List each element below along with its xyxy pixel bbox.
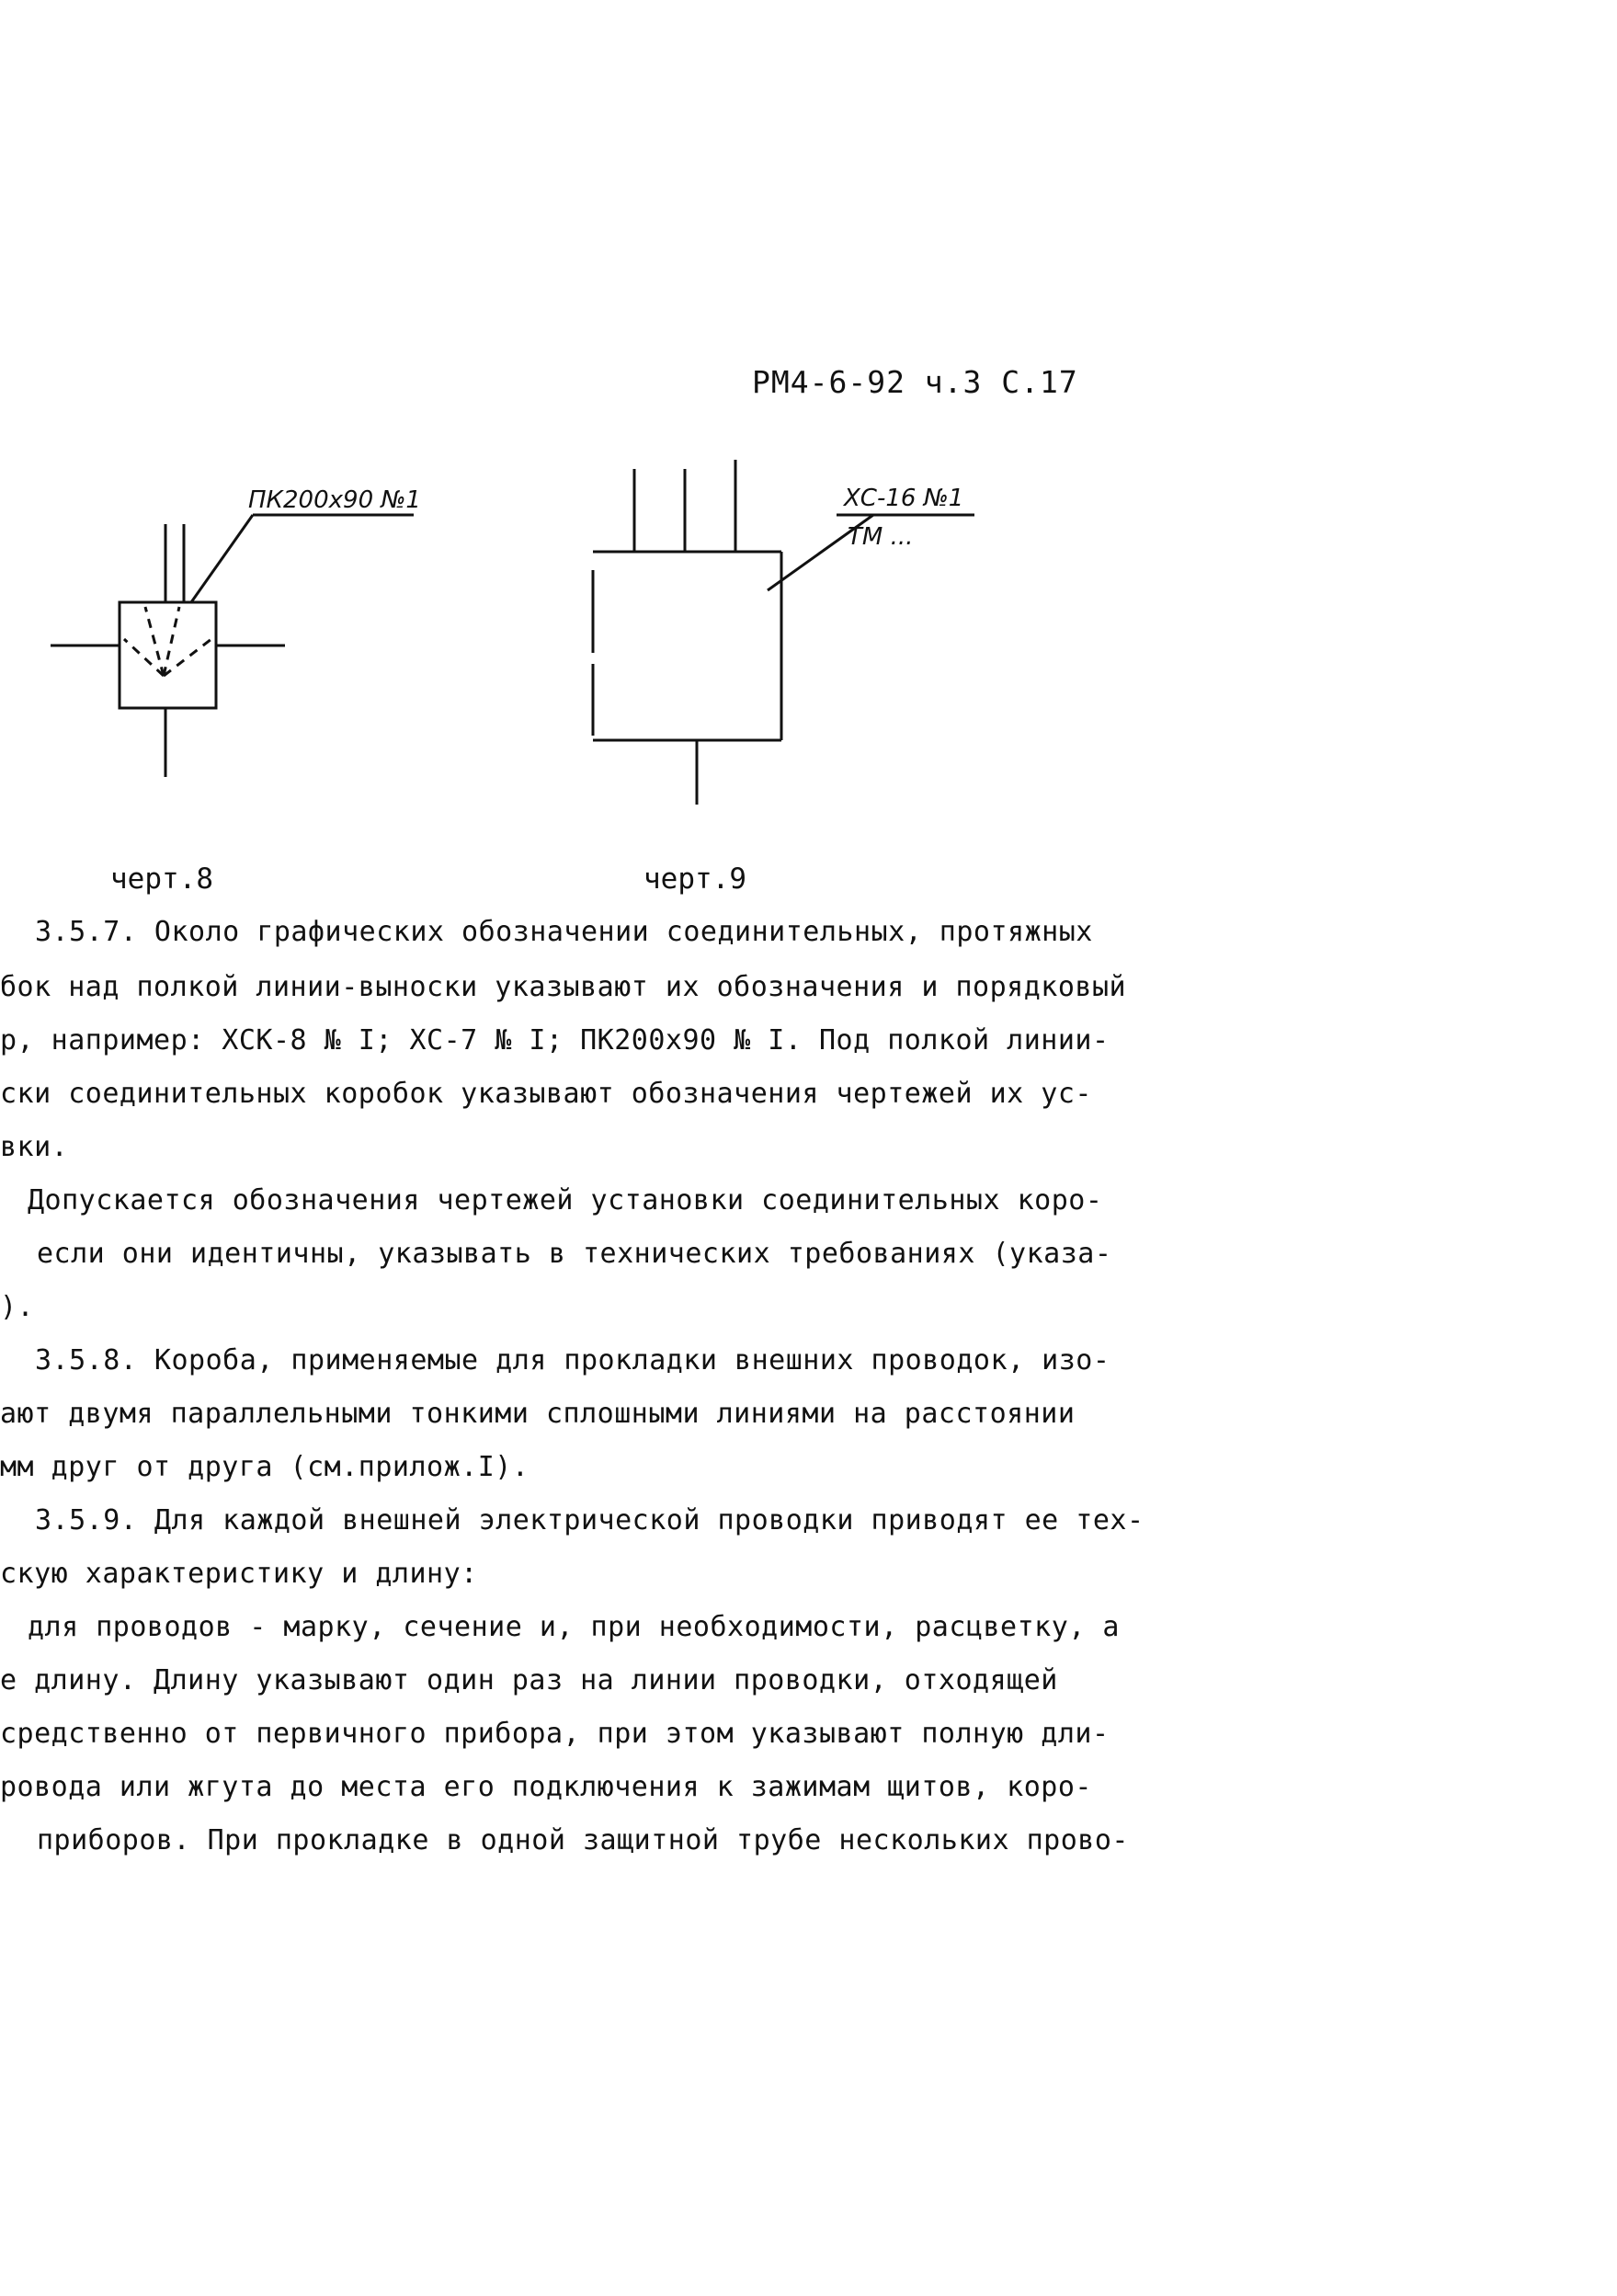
- text-line: ровода или жгута до места его подключения к зажимам щитов, коро-: [0, 1771, 1092, 1803]
- figure-9-annotation-top: ХС-16 №1: [844, 485, 964, 512]
- figure-8-annotation: ПК200х90 №1: [248, 486, 421, 514]
- text-line: р, например: ХСК-8 № I; ХС-7 № I; ПК200х90 № I. Под полкой линии-: [0, 1024, 1110, 1057]
- text-line: е длину. Длину указывают один раз на линии проводки, отходящей: [0, 1664, 1058, 1696]
- figure-8-caption: черт.8: [110, 862, 213, 896]
- text-line: ски соединительных коробок указывают обозначения чертежей их ус-: [0, 1078, 1092, 1110]
- text-line: 3.5.8. Короба, применяемые для прокладки внешних проводок, изо-: [35, 1344, 1110, 1376]
- text-line: приборов. При прокладке в одной защитной трубе нескольких прово-: [37, 1824, 1129, 1856]
- figure-9-drawing: [561, 441, 1030, 828]
- text-line: 3.5.9. Для каждой внешней электрической проводки приводят ее тех-: [35, 1504, 1144, 1536]
- text-line: скую характеристику и длину:: [0, 1558, 478, 1590]
- text-line: бок над полкой линии-выноски указывают их обозначения и порядковый: [0, 971, 1127, 1003]
- text-line: если они идентичны, указывать в технических требованиях (указа-: [37, 1238, 1112, 1270]
- figure-9-annotation-bottom: ТМ ...: [848, 523, 914, 551]
- text-line: мм друг от друга (см.прилож.I).: [0, 1451, 530, 1483]
- page-header-code: РМ4-6-92 ч.3 С.17: [752, 364, 1078, 400]
- text-line: 3.5.7. Около графических обозначении соединительных, протяжных: [35, 916, 1093, 948]
- text-line: ).: [0, 1291, 35, 1323]
- figure-8-drawing: [28, 469, 421, 800]
- figure-9-caption: черт.9: [643, 862, 746, 896]
- text-line: средственно от первичного прибора, при этом указывают полную дли-: [0, 1718, 1110, 1750]
- text-line: вки.: [0, 1131, 69, 1163]
- text-line: для проводов - марку, сечение и, при необходимости, расцветку, а: [28, 1611, 1120, 1643]
- text-line: ают двумя параллельными тонкими сплошными линиями на расстоянии: [0, 1398, 1076, 1430]
- text-line: Допускается обозначения чертежей установки соединительных коро-: [28, 1184, 1103, 1217]
